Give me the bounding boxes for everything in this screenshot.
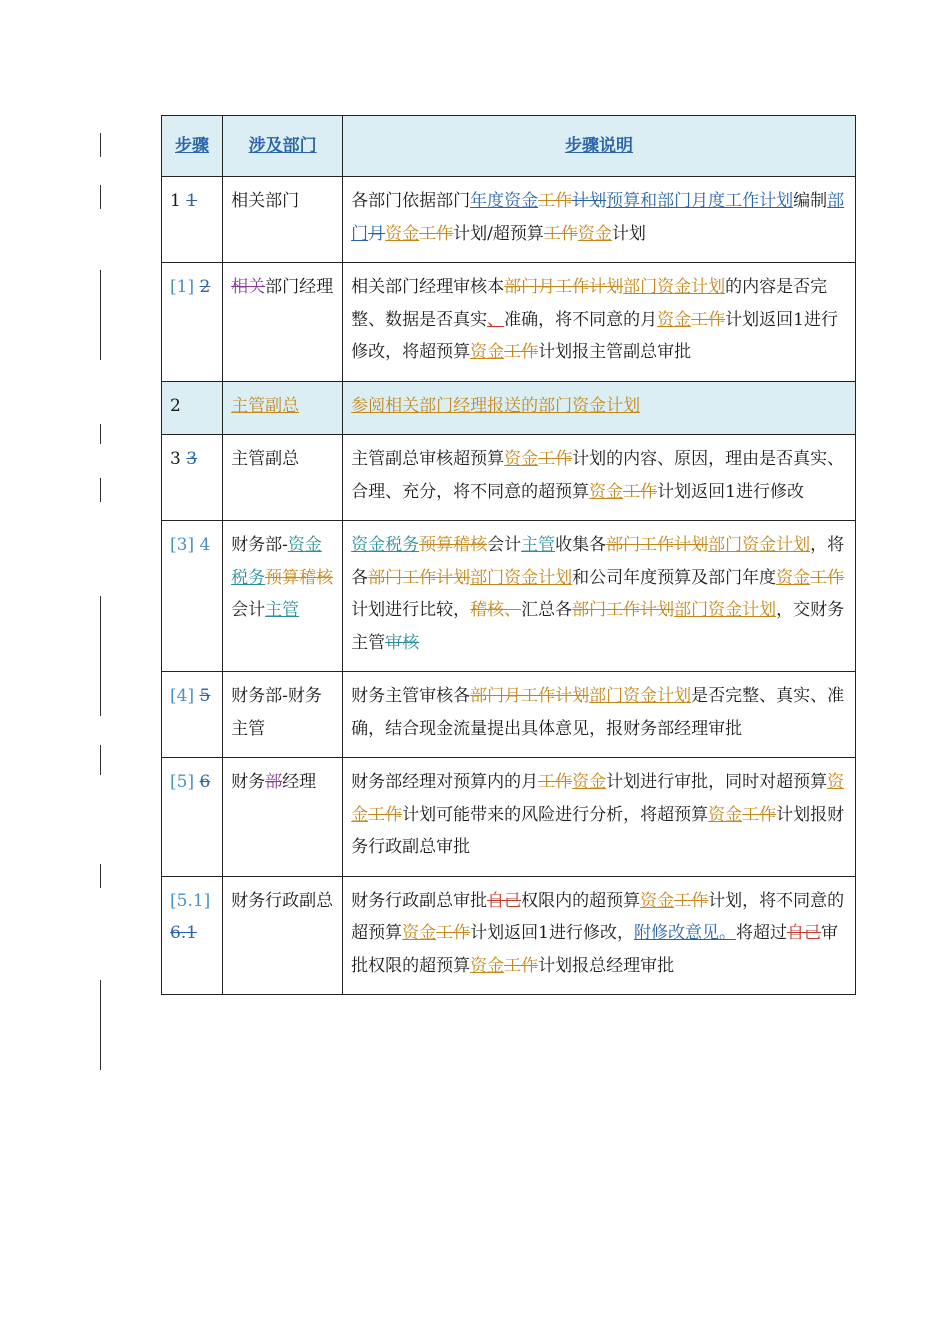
process-steps-table xyxy=(161,115,856,995)
table-row xyxy=(162,435,856,521)
description-cell-text: 主管副总审核超预算 xyxy=(351,449,505,469)
department-cell-text: 部 xyxy=(265,772,283,792)
description-cell-text: 年度资金 xyxy=(470,191,539,211)
description-cell-text: 财务部经理对预算内的月 xyxy=(351,772,539,792)
description-cell-text: 将超过 xyxy=(735,923,787,943)
description-cell-text: 资金 xyxy=(504,449,539,469)
step-cell-text: 6.1 xyxy=(170,923,198,943)
revision-bar xyxy=(100,185,101,209)
description-cell-text: 自己 xyxy=(786,923,821,943)
department-cell xyxy=(223,263,343,382)
step-cell-text: 5 xyxy=(199,686,211,706)
department-cell xyxy=(223,758,343,877)
description-cell-text: 计划，将不同意的超预算 xyxy=(351,890,845,943)
description-cell-text: 资金 xyxy=(589,481,624,502)
description-cell-text: 部门资金计划 xyxy=(674,600,777,620)
description-cell-text: 资金 xyxy=(640,890,675,911)
table-row xyxy=(162,758,856,877)
description-cell-text: 计划返回1进行修改， xyxy=(470,923,634,943)
description-cell-text: 部门 xyxy=(351,191,845,244)
step-cell-text: [4] xyxy=(170,686,200,706)
description-cell xyxy=(343,876,856,995)
table-header-row xyxy=(162,116,856,177)
description-cell-text: 计划/超预算 xyxy=(453,223,544,244)
table-row xyxy=(162,263,856,382)
description-cell-text: 财务主管审核各 xyxy=(351,686,471,706)
department-cell xyxy=(223,177,343,263)
description-cell-text: 工作 xyxy=(691,309,726,330)
description-cell-text: 部门月工作计划 xyxy=(504,277,624,297)
department-cell-text: 财务 xyxy=(231,772,266,792)
department-cell-text: 部门经理 xyxy=(265,277,334,297)
revision-bar xyxy=(100,864,101,888)
step-cell xyxy=(162,521,223,672)
department-cell-text: 主管副总 xyxy=(231,449,300,469)
description-cell-text: 工作 xyxy=(538,191,573,211)
department-cell-text: 相关 xyxy=(231,277,266,297)
revision-bar xyxy=(100,424,101,444)
step-cell xyxy=(162,876,223,995)
description-cell-text: 工作 xyxy=(623,481,658,502)
description-cell-text: 预算和部门月度工作计划 xyxy=(606,191,794,211)
description-cell-text: 工作 xyxy=(674,890,709,911)
step-cell-text: [5] xyxy=(170,772,200,792)
description-cell-text: 工作 xyxy=(742,804,777,825)
description-cell-text: 资金 xyxy=(402,923,437,943)
department-cell-text: 会计 xyxy=(231,600,266,620)
description-cell-text: 计划 xyxy=(611,223,646,244)
description-cell-text: 部门工作计划 xyxy=(368,567,471,588)
step-cell-text: 3 xyxy=(170,449,187,469)
description-cell-text: 权限内的超预算 xyxy=(521,890,641,911)
description-cell-text: 计划报总经理审批 xyxy=(538,955,675,976)
department-cell xyxy=(223,381,343,435)
description-cell-text: 自己 xyxy=(487,890,522,911)
revision-bar xyxy=(100,270,101,360)
step-cell-text: 2 xyxy=(199,277,211,297)
revision-bar xyxy=(100,980,101,1070)
description-cell-text: 资金 xyxy=(470,955,505,976)
department-cell-text: 相关部门 xyxy=(231,191,300,211)
description-cell-text: 计划返回1进行修改 xyxy=(657,481,804,502)
description-cell xyxy=(343,672,856,758)
description-cell xyxy=(343,263,856,382)
department-cell-text: 主管 xyxy=(265,600,300,620)
description-cell-text: 资金 xyxy=(776,567,811,588)
table-row xyxy=(162,521,856,672)
description-cell-text: 和公司年度预算及部门年度 xyxy=(572,567,777,588)
description-cell-text: 计划进行比较， xyxy=(351,600,471,620)
department-cell-text: 资金税务 xyxy=(231,535,322,588)
revision-bar xyxy=(100,478,101,502)
description-cell-text: 工作 xyxy=(504,342,539,362)
description-cell-text: ，交财务主管 xyxy=(351,600,845,653)
description-cell-text: 资金 xyxy=(385,223,420,244)
step-cell xyxy=(162,381,223,435)
revision-bar xyxy=(100,596,101,716)
description-cell-text: 计划可能带来的风险进行分析，将超预算 xyxy=(402,804,709,825)
description-cell-text: 准确，将不同意的月 xyxy=(504,309,658,330)
step-cell-text: 1 xyxy=(170,191,187,211)
revision-bar xyxy=(100,745,101,775)
description-cell-text: 资金税务 xyxy=(351,535,420,555)
department-cell-text: 财务行政副总 xyxy=(231,890,334,911)
description-cell-text: 计划 xyxy=(572,191,607,211)
table-row xyxy=(162,381,856,435)
description-cell-text: 工作 xyxy=(368,804,403,825)
description-cell-text: 资金 xyxy=(708,804,743,825)
step-cell xyxy=(162,263,223,382)
description-cell-text: 工作 xyxy=(538,772,573,792)
revision-bars xyxy=(100,0,104,1344)
department-cell-text: 财务部-财务主管 xyxy=(231,686,322,739)
description-cell-text: 部门工作计划 xyxy=(572,600,675,620)
header-description: 步骤说明 xyxy=(343,116,856,177)
table-row xyxy=(162,177,856,263)
description-cell-text: 参阅相关部门经理报送的部门资金计划 xyxy=(351,395,641,416)
description-cell-text: 审批权限的超预算 xyxy=(351,923,838,976)
revision-bar xyxy=(100,133,101,157)
description-cell-text: 会计 xyxy=(487,535,522,555)
department-cell xyxy=(223,876,343,995)
description-cell xyxy=(343,521,856,672)
description-cell-text: 工作 xyxy=(436,923,471,943)
step-cell xyxy=(162,672,223,758)
step-cell-text: 2 xyxy=(170,395,181,416)
description-cell-text: 月 xyxy=(368,223,386,244)
description-cell xyxy=(343,381,856,435)
description-cell-text: 资金 xyxy=(577,223,612,244)
description-cell-text: 工作 xyxy=(538,449,573,469)
description-cell-text: 审核 xyxy=(385,632,420,653)
department-cell xyxy=(223,435,343,521)
description-cell-text: 收集各 xyxy=(555,535,607,555)
header-department: 涉及部门 xyxy=(223,116,343,177)
step-cell xyxy=(162,435,223,521)
description-cell-text: 、 xyxy=(487,309,505,330)
description-cell xyxy=(343,177,856,263)
step-cell-text: 1 xyxy=(186,191,198,211)
step-cell-text: 3 xyxy=(186,449,198,469)
description-cell-text: 工作 xyxy=(504,955,539,976)
step-cell-text: [5.1] xyxy=(170,890,211,911)
department-cell-text: 主管副总 xyxy=(231,395,300,416)
header-step: 步骤 xyxy=(162,116,223,177)
description-cell-text: 计划返回1进行修改，将超预算 xyxy=(351,309,838,362)
step-cell xyxy=(162,177,223,263)
description-cell-text: 部门资金计划 xyxy=(589,686,692,706)
description-cell-text: 工作 xyxy=(419,223,454,244)
description-cell-text: 工作 xyxy=(543,223,578,244)
department-cell xyxy=(223,672,343,758)
description-cell-text: 计划的内容、原因，理由是否真实、合理、充分，将不同意的超预算 xyxy=(351,449,845,502)
description-cell-text: 汇总各 xyxy=(521,600,573,620)
description-cell-text: 资金 xyxy=(470,342,505,362)
description-cell-text: ，将各 xyxy=(351,535,845,588)
step-cell-text: 6 xyxy=(199,772,211,792)
department-cell xyxy=(223,521,343,672)
description-cell-text: 预算稽核 xyxy=(419,535,488,555)
step-cell-text: [3] 4 xyxy=(170,535,211,555)
description-cell-text: 财务行政副总审批 xyxy=(351,890,488,911)
description-cell-text: 资金 xyxy=(657,309,692,330)
description-cell-text: 编制 xyxy=(793,191,828,211)
description-cell-text: 资金 xyxy=(572,772,607,792)
step-cell-text: [1] xyxy=(170,277,200,297)
description-cell-text: 各部门依据部门 xyxy=(351,191,471,211)
description-cell-text: 是否完整、真实、准确，结合现金流量提出具体意见，报财务部经理审批 xyxy=(351,686,845,739)
description-cell-text: 部门资金计划 xyxy=(623,277,726,297)
description-cell-text: 稽核、 xyxy=(470,600,522,620)
department-cell-text: 经理 xyxy=(282,772,317,792)
table-row xyxy=(162,672,856,758)
description-cell-text: 部门月工作计划 xyxy=(470,686,590,706)
description-cell-text: 主管 xyxy=(521,535,556,555)
description-cell-text: 的内容是否完整、数据是否真实 xyxy=(351,277,828,330)
table-row xyxy=(162,876,856,995)
description-cell-text: 工作 xyxy=(810,567,845,588)
description-cell-text: 相关部门经理审核本 xyxy=(351,277,505,297)
description-cell-text: 计划报财务行政副总审批 xyxy=(351,804,845,857)
description-cell xyxy=(343,435,856,521)
description-cell xyxy=(343,758,856,877)
description-cell-text: 部门工作计划 xyxy=(606,535,709,555)
description-cell-text: 部门资金计划 xyxy=(470,567,573,588)
step-cell xyxy=(162,758,223,877)
department-cell-text: 财务部- xyxy=(231,535,288,555)
description-cell-text: 资金 xyxy=(351,772,845,825)
description-cell-text: 附修改意见。 xyxy=(633,923,736,943)
description-cell-text: 计划报主管副总审批 xyxy=(538,342,692,362)
description-cell-text: 部门资金计划 xyxy=(708,535,811,555)
description-cell-text: 计划进行审批，同时对超预算 xyxy=(606,772,828,792)
department-cell-text: 预算稽核 xyxy=(265,567,334,588)
